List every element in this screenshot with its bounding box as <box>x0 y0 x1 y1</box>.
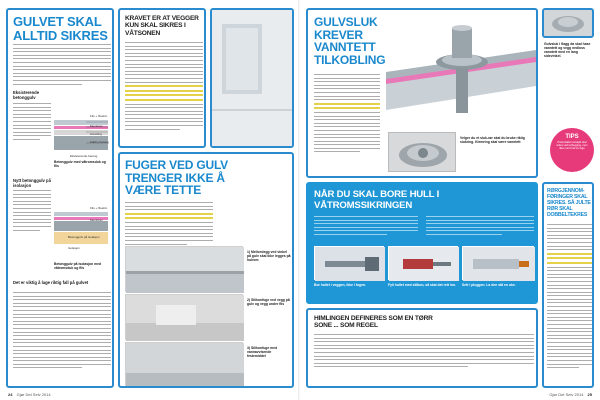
gulvsluk-title-line4: TILKOBLING <box>314 52 386 67</box>
right-folio <box>549 392 592 397</box>
gulvet-intro-text <box>13 44 111 87</box>
diagram1-label-1: Flis + fliselim <box>90 114 108 118</box>
fuger-title <box>125 159 228 197</box>
left-top-photo-art <box>212 10 292 146</box>
drain-side-photo <box>542 8 594 38</box>
fuger-title-line3: VÆRE TETTE <box>125 183 202 197</box>
fuger-text <box>125 202 213 247</box>
joint-caption-1 <box>247 250 291 262</box>
left-page-number: 24 <box>8 392 13 397</box>
gulvet-title <box>13 15 108 42</box>
joint-photo-2 <box>125 294 243 340</box>
kraver-title: KRAVET ER AT VEGGER KUN SKAL SIKRES I VÅTSONEN <box>125 15 199 37</box>
bore-title-line1: NÅR DU SKAL BORE HULL I <box>314 189 440 200</box>
existing-concrete-text <box>13 103 51 143</box>
gulvsluk-title <box>314 16 385 66</box>
joint-photo-2-art <box>126 295 244 341</box>
concrete-slab-2 <box>54 221 108 231</box>
bore-title <box>314 190 534 211</box>
bore-caption-2: Fyll hullet med silikon, så skal det rett inn. <box>388 283 457 287</box>
drain-side-note: Gulvsluk i flagg da skal hase vanntett og vegg nedloss vanntett med en lang sidevinkel. <box>544 42 591 58</box>
joint-photo-3-art <box>126 343 244 387</box>
left-folio <box>8 392 51 397</box>
gulvsluk-title-line1: GULVSLUK <box>314 15 378 29</box>
kraver-article <box>118 8 206 148</box>
bore-text-col1 <box>314 216 418 238</box>
joint-photo-3 <box>125 342 243 386</box>
fall-text <box>13 292 111 371</box>
diagram2-label-4: Isolasjon <box>68 246 80 250</box>
diagram1-label-3: Avretting <box>90 132 102 136</box>
joint-caption-3 <box>247 346 291 358</box>
drain-bottom-note: Velger du et sluk-rør skal du bruke riktig slukring. Klemring skal være vanntett <box>460 136 525 144</box>
bore-title-line2: VÅTROMSSIKRINGEN <box>314 199 413 211</box>
fuger-title-line2: TRENGER IKKE Å <box>125 170 225 185</box>
himlingen-text <box>314 334 534 370</box>
left-folio-text: Gjør Det Selv 2014 <box>16 392 51 397</box>
joint-caption-1-text: 1) Mellomlegg ved vinkel på gulv skal ikke legges på hulrom <box>247 250 291 262</box>
himlingen-title-line1: HIMLINGEN DEFINERES SOM EN TØRR <box>314 315 433 322</box>
joint-photo-1-art <box>126 247 244 293</box>
diagram1-label-5: Eksisterende betong <box>70 154 98 158</box>
ror-title <box>547 188 593 218</box>
ror-title-line2: FØRINGER SKAL <box>547 194 588 200</box>
tile-layer-2 <box>54 212 108 216</box>
drain-closeup-photo <box>388 132 456 172</box>
bore-photo-1-art <box>315 247 385 281</box>
diagram2-label-1: Flis + fliselim <box>90 206 108 210</box>
diagram2-label-2: Membran <box>90 218 103 222</box>
tips-title: TIPS <box>565 134 579 140</box>
gulvsluk-article <box>306 8 538 178</box>
new-concrete-text <box>13 190 51 233</box>
right-page-number: 25 <box>587 392 592 397</box>
bore-article <box>306 182 538 304</box>
joint-caption-2-text: 2) Silikonfuge ved vegg på gulv og vegg under flis <box>247 298 290 306</box>
gulvsluk-text-col1 <box>314 74 380 155</box>
gulvet-title-line2: ALLTID SIKRES <box>13 28 108 43</box>
diagram1-label-4: Fall/ny betong <box>90 140 109 144</box>
right-folio-text: Gjør Det Selv 2014 <box>549 392 584 397</box>
gulvet-article <box>6 8 114 388</box>
drain-side-photo-art <box>544 10 592 36</box>
bore-photo-3 <box>462 246 534 280</box>
ror-text <box>547 224 593 371</box>
fuger-article <box>118 152 294 388</box>
joint-photo-1 <box>125 246 243 292</box>
bore-caption-3: Sett i pluggen. La den stå en uke. <box>462 283 516 287</box>
gulvsluk-title-line2: KREVER <box>314 27 363 42</box>
right-page <box>300 0 600 400</box>
ror-title-line3: SIKRES. SÅ JULTE <box>547 200 591 206</box>
bore-photo-1 <box>314 246 384 280</box>
bore-text-col2 <box>426 216 534 238</box>
ror-article <box>542 182 594 388</box>
tips-badge <box>550 128 594 172</box>
himlingen-article <box>306 308 538 388</box>
tips-text: Prisinstallert rørskjøt skal tettes ved tørrlegging, men ikke med bruk av fuge <box>556 141 588 151</box>
sub-new-concrete: Nytt betonggulv på isolasjon <box>13 178 51 188</box>
diagram2-caption: Betonggulv på isolasjon med våtromsduk og flis <box>54 262 102 270</box>
floor-drain-diagram <box>386 20 536 130</box>
gulvet-title-line1: GULVET SKAL <box>13 14 102 29</box>
joint-caption-3-text: 3) Silikonfuge med vannavvisende festemiddel <box>247 346 278 358</box>
bore-caption-1: Bor hullet i veggen, ikke i fugen. <box>314 283 366 287</box>
ror-title-line1: RØRGJENNOM- <box>547 188 585 194</box>
diagram1-label-2: Membran <box>90 124 103 128</box>
kraver-text <box>125 42 203 132</box>
sub-fall: Det er viktig å lage riktig fall på gulvet <box>13 280 89 285</box>
left-top-photo <box>210 8 294 148</box>
diagram2-label-3: Betonggulv på isolasjon <box>68 235 100 239</box>
himlingen-title-line2: SONE ... SOM REGEL <box>314 322 378 330</box>
fuger-title-line1: FUGER VED GULV <box>125 158 228 172</box>
himlingen-title <box>314 315 534 330</box>
drain-closeup-art <box>389 133 457 173</box>
bore-photo-2-art <box>389 247 459 281</box>
ror-title-line5: DOBBELTEKRES <box>547 212 588 218</box>
bore-photo-2 <box>388 246 458 280</box>
ror-title-line4: RØR SKAL <box>547 206 573 212</box>
diagram1-caption: Betonggulv med våtromsduk og flis <box>54 160 106 168</box>
gulvsluk-title-line3: VANNTETT <box>314 40 376 54</box>
bore-photo-3-art <box>463 247 535 281</box>
sub-existing-concrete: Eksisterende betonggulv <box>13 90 40 100</box>
joint-caption-2 <box>247 298 291 306</box>
